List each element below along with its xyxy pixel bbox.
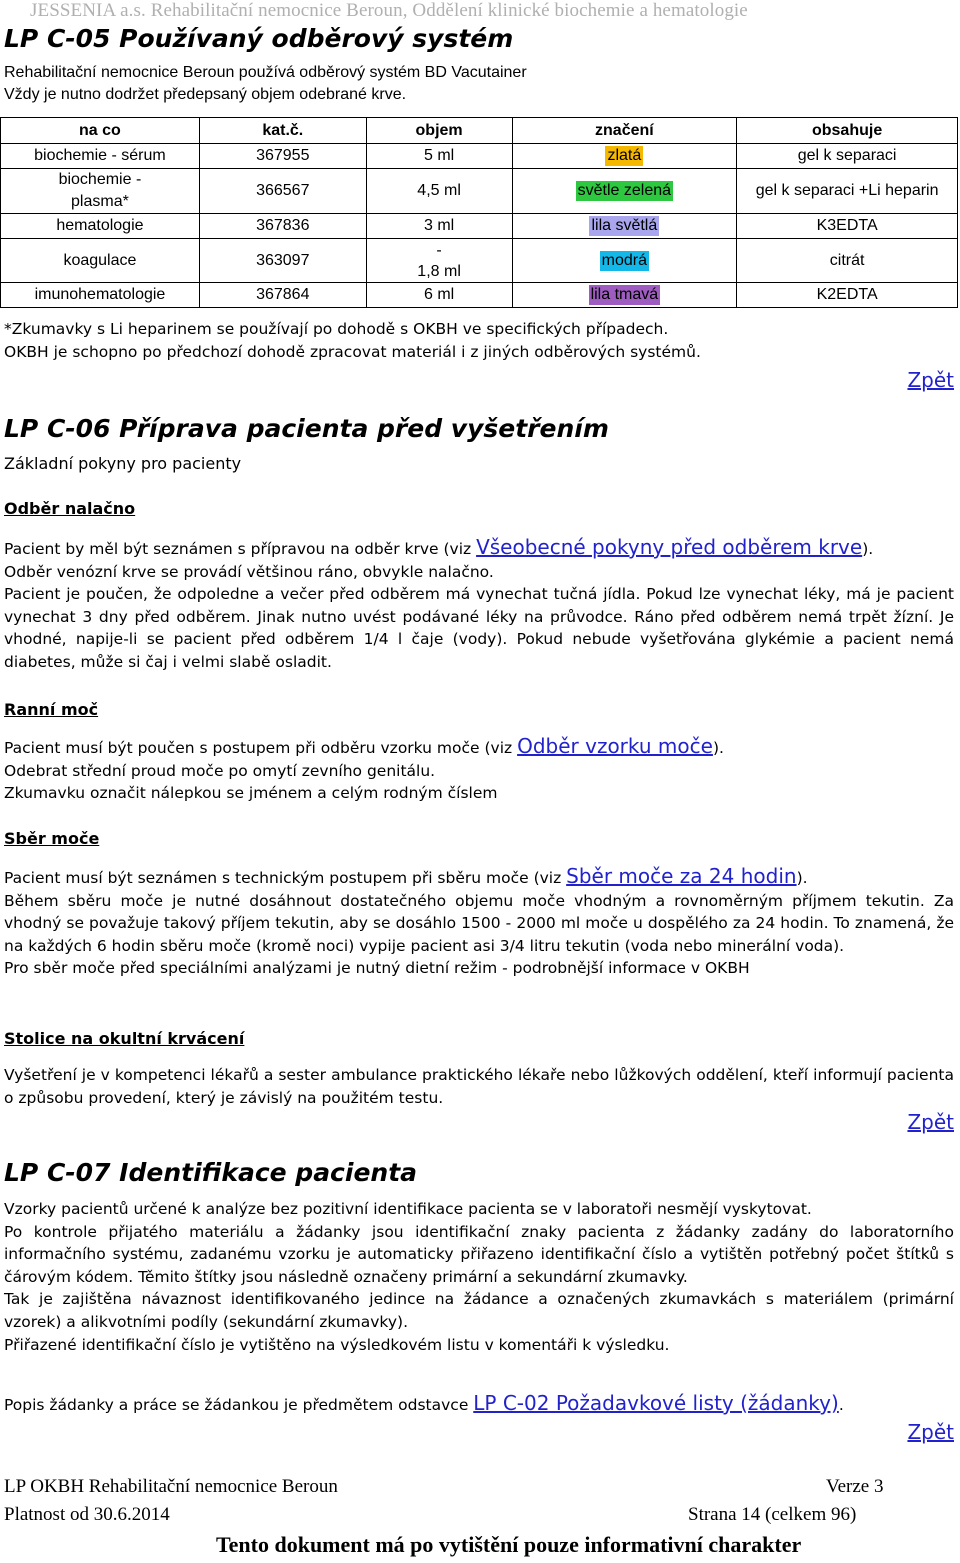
sber-p3: Pro sběr moče před speciálními analýzami je nutný dietní režim - podrobnější informace v OKBH xyxy=(4,959,750,978)
cell-naco: biochemie - sérum xyxy=(1,144,200,169)
cell-znaceni xyxy=(512,144,737,169)
footer-page-number: Strana 14 (celkem 96) xyxy=(688,1504,857,1525)
stolice-text: Vyšetření je v kompetenci lékařů a sester ambulance praktického lékaře nebo lůžkových oddělení, kteří informují pacienta o způsobu provedení, který je závislý na použitém testu. xyxy=(4,1066,954,1107)
c07-text xyxy=(4,1198,954,1356)
ranni-p1 xyxy=(4,735,954,760)
link-odber-vzorku-moce[interactable]: Odběr vzorku moče xyxy=(517,734,713,758)
back-link-c05[interactable]: Zpět xyxy=(907,368,954,392)
color-tag-zlata: zlatá xyxy=(607,147,642,164)
ranni-p3: Zkumavku označit nálepkou se jménem a celým rodným číslem xyxy=(4,784,498,803)
footer-document-name: LP OKBH Rehabilitační nemocnice Beroun xyxy=(4,1476,338,1497)
c07-p5-post: . xyxy=(838,1396,844,1414)
col-header-znaceni: značení xyxy=(512,118,737,144)
cell-znaceni xyxy=(512,214,737,239)
cell-naco: hematologie xyxy=(1,214,200,239)
cell-obsahuje: citrát xyxy=(737,239,958,283)
section-title-c06: LP C-06 Příprava pacienta před vyšetřením xyxy=(4,414,609,443)
nalacno-p3: Pacient je poučen, že odpoledne a večer před odběrem má vynechat tučná jídla. Pokud lze vynechat léky, má je pacient vynechat 3 dny před odběrem. Jinak nutno uvést podávané léky na průvodce. Ráno před odběrem nemá trpět žízní. Je vhodné, napije-li se pacient před odběrem 1/4 l čaje (vody). Pokud nebude vyšetřována glykémie a pacient nemá diabetes, může si čaj i velmi slabě osladit. xyxy=(4,585,954,671)
cell-kat: 366567 xyxy=(199,169,366,214)
objem-dash: - xyxy=(436,241,442,259)
c07-p4: Přiřazené identifikační číslo je vytištěno na výsledkovém listu v komentáři k výsledku. xyxy=(4,1335,670,1354)
c07-p3: Tak je zajištěna návaznost identifikovaného jedince na žádance a označených zkumavkách s materiálem (primární vzorek) a alikvotními podíly (sekundární zkumavky). xyxy=(4,1290,954,1331)
c05-notes xyxy=(4,318,701,364)
c07-p2: Po kontrole přijatého materiálu a žádanky jsou identifikační znaky pacienta z žádanky zadány do laboratorního informačního systému, zadanému vzorku je automaticky přiřazeno identifikační číslo a vytištěn potřebný počet štítků s čárovým kódem. Těmito štítky jsou následně označeny primární a sekundární zkumavky. xyxy=(4,1222,954,1286)
cell-objem: 5 ml xyxy=(366,144,512,169)
objem-value: 1,8 ml xyxy=(417,262,461,280)
heading-nalacno: Odběr nalačno xyxy=(4,499,136,518)
color-tag-svetle-zelena: světle zelená xyxy=(577,182,672,199)
c07-p5-pre: Popis žádanky a práce se žádankou je předmětem odstavce xyxy=(4,1396,474,1414)
heading-sber-moce: Sběr moče xyxy=(4,829,100,848)
sber-p1 xyxy=(4,865,954,890)
heading-stolice: Stolice na okultní krvácení xyxy=(4,1029,245,1048)
link-vseobecne-pokyny[interactable]: Všeobecné pokyny před odběrem krve xyxy=(476,535,863,559)
table-header-row xyxy=(1,118,958,144)
cell-znaceni xyxy=(512,169,737,214)
nalacno-p1-post: ). xyxy=(862,540,874,558)
cell-znaceni xyxy=(512,239,737,283)
c06-subtitle: Základní pokyny pro pacienty xyxy=(4,454,242,473)
table-row xyxy=(1,169,958,214)
col-header-naco: na co xyxy=(1,118,200,144)
ranni-text xyxy=(4,735,954,805)
back-link-c06[interactable]: Zpět xyxy=(907,1110,954,1134)
cell-naco: imunohematologie xyxy=(1,283,200,308)
cell-kat: 363097 xyxy=(199,239,366,283)
link-pozadavkove-listy[interactable]: LP C-02 Požadavkové listy (žádanky) xyxy=(473,1391,839,1415)
footer-version: Verze 3 xyxy=(826,1476,884,1497)
note-heparin: *Zkumavky s Li heparinem se používají po dohodě s OKBH ve specifických případech. xyxy=(4,320,669,338)
table-row xyxy=(1,283,958,308)
nalacno-p1-pre: Pacient by měl být seznámen s přípravou na odběr krve (viz xyxy=(4,540,477,558)
heading-ranni-moc: Ranní moč xyxy=(4,700,99,719)
col-header-kat: kat.č. xyxy=(199,118,366,144)
col-header-objem: objem xyxy=(366,118,512,144)
sber-p1-post: ). xyxy=(796,869,808,887)
cell-kat: 367955 xyxy=(199,144,366,169)
footer-notice: Tento dokument má po vytištění pouze informativní charakter xyxy=(216,1532,802,1557)
cell-objem: 6 ml xyxy=(366,283,512,308)
sber-p2: Během sběru moče je nutné dosáhnout dostatečného objemu moče vhodným a rovnoměrným příjmem tekutin. Za vhodný se považuje takový příjem tekutin, aby se dosáhlo 1500 - 2000 ml moče u dospělého za 24 hodin. To znamená, že na každých 6 hodin sběru moče (kromě noci) vypije pacient asi 3/4 litru tekutin (voda nebo minerální voda). xyxy=(4,891,954,955)
c07-p5 xyxy=(4,1392,954,1417)
section-title-c07: LP C-07 Identifikace pacienta xyxy=(4,1158,418,1187)
cell-obsahuje: K3EDTA xyxy=(737,214,958,239)
table-row xyxy=(1,239,958,283)
cell-obsahuje: K2EDTA xyxy=(737,283,958,308)
ranni-p2: Odebrat střední proud moče po omytí zevního genitálu. xyxy=(4,761,436,780)
link-sber-moce-24h[interactable]: Sběr moče za 24 hodin xyxy=(566,864,797,888)
cell-naco: koagulace xyxy=(1,239,200,283)
footer-valid-from: Platnost od 30.6.2014 xyxy=(4,1504,170,1525)
intro-line-1: Rehabilitační nemocnice Beroun používá odběrový systém BD Vacutainer xyxy=(4,64,527,81)
cell-kat: 367836 xyxy=(199,214,366,239)
color-tag-lila-svetla: lila světlá xyxy=(591,217,658,234)
ranni-p1-pre: Pacient musí být poučen s postupem při odběru vzorku moče (viz xyxy=(4,739,518,757)
color-tag-lila-tmava: lila tmavá xyxy=(590,286,659,303)
section-title-c05: LP C-05 Používaný odběrový systém xyxy=(4,24,514,53)
intro-line-2: Vždy je nutno dodržet předepsaný objem odebrané krve. xyxy=(4,86,407,103)
sber-p1-pre: Pacient musí být seznámen s technickým postupem při sběru moče (viz xyxy=(4,869,567,887)
c07-p1: Vzorky pacientů určené k analýze bez pozitivní identifikace pacienta se v laboratoři nesmějí vyskytovat. xyxy=(4,1200,812,1218)
col-header-obsahuje: obsahuje xyxy=(737,118,958,144)
cell-obsahuje: gel k separaci +Li heparin xyxy=(737,169,958,214)
table-row xyxy=(1,144,958,169)
nalacno-p1 xyxy=(4,536,954,561)
tube-table xyxy=(0,117,958,308)
nalacno-p2: Odběr venózní krve se provádí většinou ráno, obvykle nalačno. xyxy=(4,562,494,581)
cell-naco: biochemie - plasma* xyxy=(1,169,200,214)
table-row xyxy=(1,214,958,239)
cell-kat: 367864 xyxy=(199,283,366,308)
cell-objem xyxy=(366,239,512,283)
cell-znaceni xyxy=(512,283,737,308)
color-tag-modra: modrá xyxy=(601,251,648,269)
cell-obsahuje: gel k separaci xyxy=(737,144,958,169)
ranni-p1-post: ). xyxy=(712,739,724,757)
cell-objem: 3 ml xyxy=(366,214,512,239)
cell-objem: 4,5 ml xyxy=(366,169,512,214)
back-link-c07[interactable]: Zpět xyxy=(907,1420,954,1444)
page-header: JESSENIA a.s. Rehabilitační nemocnice Beroun, Oddělení klinické biochemie a hematologie xyxy=(30,0,748,21)
sber-text xyxy=(4,865,954,980)
note-other-systems: OKBH je schopno po předchozí dohodě zpracovat materiál i z jiných odběrových systémů. xyxy=(4,343,701,361)
c05-intro xyxy=(4,62,527,106)
nalacno-text xyxy=(4,536,954,674)
